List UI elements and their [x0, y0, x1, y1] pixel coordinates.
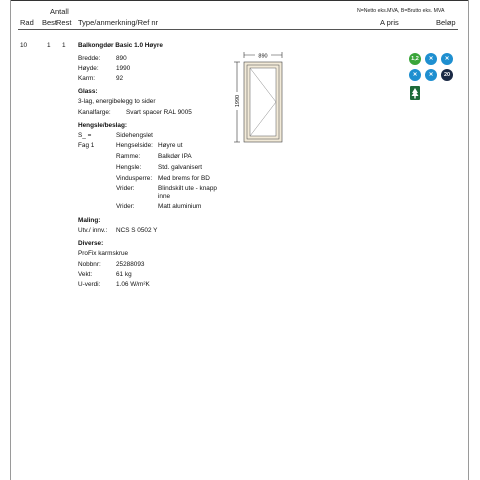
col-belop: Beløp: [436, 18, 456, 27]
hengsle-heading: Hengsle/beslag:: [78, 122, 128, 129]
col-best: Best: [42, 18, 58, 27]
dim-label: Karm:: [78, 75, 96, 82]
fag-label: Fag 1: [78, 142, 95, 149]
u-value-badge: [409, 53, 421, 65]
sound-db-badge: [441, 69, 453, 81]
no-mark-badge-icon: [409, 69, 421, 81]
glass-desc: 3-lag, energibelegg to sider: [78, 98, 156, 105]
diverse-value: 61 kg: [116, 271, 132, 278]
fag-value-cell: Matt aluminium: [158, 203, 202, 210]
door-drawing: [230, 50, 290, 145]
diverse-label: U-verdi:: [78, 281, 101, 288]
row-rest: 1: [62, 42, 66, 49]
maling-heading: Maling:: [78, 217, 101, 224]
fag-label-cell: Ramme:: [116, 153, 141, 160]
no-mark-glyph: ✕: [428, 56, 434, 62]
diverse-value: 1.06 W/m²K: [116, 281, 150, 288]
diverse-value: 25288093: [116, 261, 145, 268]
col-rad: Rad: [20, 18, 34, 27]
door-glass: [250, 68, 276, 136]
no-mark-glyph: ✕: [412, 72, 418, 78]
fag-value-cell: inne: [158, 193, 171, 200]
diverse-label: Nobbnr:: [78, 261, 101, 268]
row-best: 1: [47, 42, 51, 49]
height-label: 1990: [235, 94, 241, 108]
fag-value-cell: Med brems for BD: [158, 175, 210, 182]
tree-certification-icon: [410, 86, 420, 100]
fag-label-cell: Vrider:: [116, 203, 135, 210]
kanalfarge-label: Kanalfarge:: [78, 109, 111, 116]
diverse-desc: ProFix karmskrue: [78, 250, 129, 257]
dim-label: Bredde:: [78, 55, 101, 62]
fag-value-cell: Balkdør IPA: [158, 153, 192, 160]
dim-value: 1990: [116, 65, 131, 72]
fag-label-cell: Hengsle:: [116, 164, 142, 171]
sound-db-text: 20: [443, 72, 451, 78]
no-mark-badge-icon: [441, 53, 453, 65]
fag-value-cell: Høyre ut: [158, 142, 183, 149]
fag-label-cell: Vindusperre:: [116, 175, 153, 182]
dim-value: 890: [116, 55, 127, 62]
col-rest: Rest: [56, 18, 72, 27]
s-value: Sidehengslet: [116, 132, 153, 139]
col-apris: A pris: [380, 18, 399, 27]
dim-label: Høyde:: [78, 65, 99, 72]
header-rule: [18, 29, 458, 30]
diverse-label: Vekt:: [78, 271, 93, 278]
product-title: Balkongdør Basic 1.0 Høyre: [78, 42, 163, 49]
price-legend: N=Netto eks.MVA, B=Brutto eks. MVA: [357, 8, 445, 14]
diverse-heading: Diverse:: [78, 240, 104, 247]
kanalfarge-value: Svart spacer RAL 9005: [126, 109, 192, 116]
no-mark-glyph: ✕: [444, 56, 450, 62]
no-mark-badge-icon: [425, 69, 437, 81]
fag-value-cell: Blindskilt ute - knapp: [158, 185, 217, 192]
maling-value: NCS S 0502 Y: [116, 227, 158, 234]
row-number: 10: [20, 42, 28, 49]
col-type: Type/anmerkning/Ref nr: [78, 18, 159, 27]
antall-label: Antall: [50, 7, 69, 16]
fag-value-cell: Std. galvanisert: [158, 164, 203, 171]
width-label: 890: [258, 53, 268, 60]
s-label: S_ =: [78, 132, 92, 139]
no-mark-badge-icon: [425, 53, 437, 65]
maling-label: Utv./ innv.:: [78, 227, 108, 234]
glass-heading: Glass:: [78, 88, 98, 95]
u-value-text: 1,2: [411, 56, 419, 62]
no-mark-glyph: ✕: [428, 72, 434, 78]
fag-label-cell: Vrider:: [116, 185, 135, 192]
dim-value: 92: [116, 75, 124, 82]
fag-label-cell: Hengselside:: [116, 142, 153, 149]
